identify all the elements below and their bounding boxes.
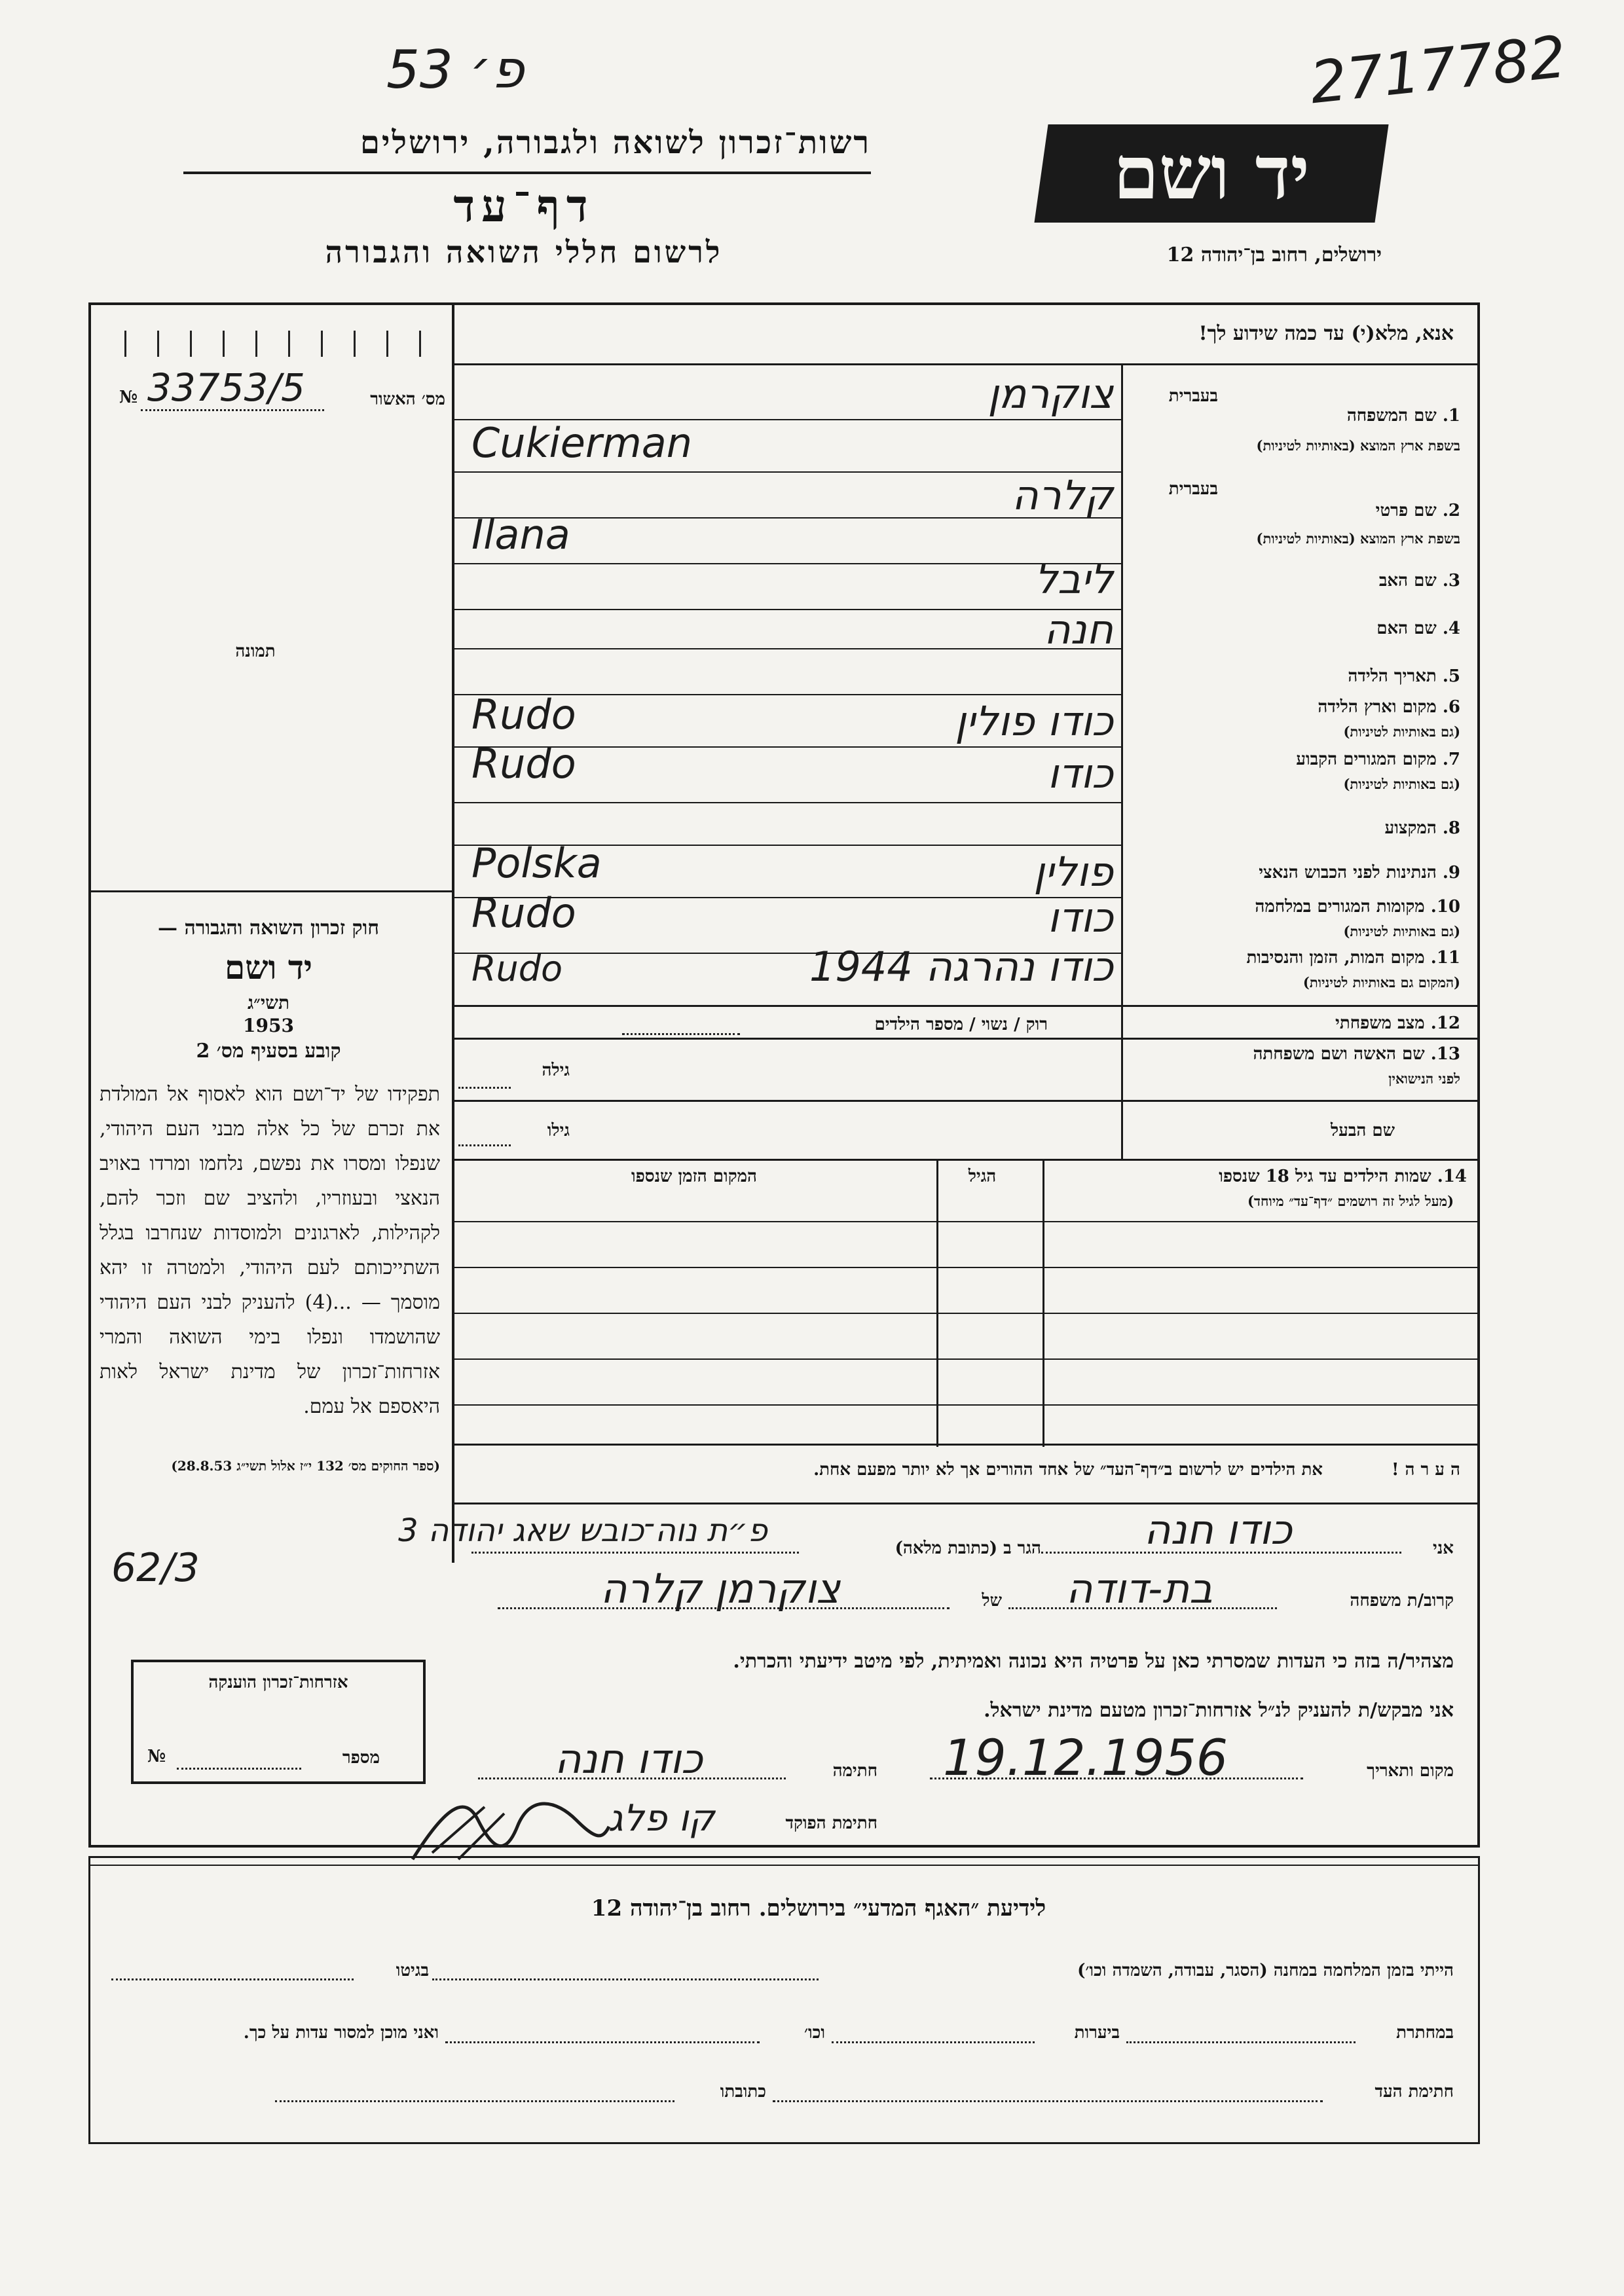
field-9-name: הנתינות לפני הכבוש הנאצי	[1259, 863, 1437, 883]
field-11-sub: (המקום גם באותיות לטיניות)	[1302, 974, 1460, 991]
field-11-number: 11.	[1430, 948, 1460, 968]
photo-label: תמונה	[235, 642, 276, 661]
field-7-name: מקום המגורים הקבוע	[1296, 750, 1437, 769]
field-13-number: 13.	[1430, 1044, 1460, 1064]
relation-value: בת-דודה	[1065, 1565, 1213, 1613]
field-1-value-latin: Cukierman	[471, 419, 693, 467]
field-7-number: 7.	[1442, 750, 1460, 769]
handwritten-record-number: 2717782	[1306, 22, 1570, 117]
field-7-label	[1133, 750, 1460, 769]
field-4-number: 4.	[1442, 619, 1460, 638]
field-4-value: חנה	[1044, 606, 1113, 653]
footer-underground-label: במחתרת	[1396, 2023, 1454, 2043]
relation-of-value: צוקרמן קלרה	[600, 1565, 841, 1613]
field-13-label	[1133, 1044, 1460, 1064]
children-age-header: הגיל	[968, 1167, 997, 1186]
field-9-number: 9.	[1442, 863, 1460, 883]
official-signature-value: קו פלג	[608, 1797, 715, 1840]
field-13-sub: לפני הנישואין	[1388, 1070, 1460, 1087]
law-year: 1953	[243, 1015, 294, 1036]
citizenship-box-number-label: מספר	[342, 1748, 380, 1768]
footer-witness-signature-label: חתימת העד	[1375, 2082, 1454, 2102]
field-2-sub: בשפת ארץ המוצא (באותיות לטיניות)	[1256, 530, 1460, 547]
field-2-label	[1133, 501, 1460, 520]
field-3-value: ליבל	[1034, 555, 1113, 603]
field-11-label	[1133, 948, 1460, 968]
children-title: שמות הילדים עד גיל 18 שנספו	[1219, 1167, 1431, 1186]
field-5-label	[1133, 666, 1460, 686]
field-2-number: 2.	[1442, 501, 1460, 520]
declaration-name-value: כודו חנה	[1144, 1506, 1292, 1554]
citizenship-box-title: אזרחות־זכרון הוענקה	[208, 1673, 348, 1692]
husband-age-label: גילו	[547, 1121, 570, 1140]
field-11-value-latin: Rudo	[471, 948, 563, 989]
field-4-name: שם האם	[1376, 619, 1437, 638]
field-1-sub: בשפת ארץ המוצא (באותיות לטיניות)	[1256, 437, 1460, 454]
field-6-value-hebrew: כודו פולין	[955, 697, 1113, 745]
children-sub: (מעל לגיל זה רושמים ״דף־עד״ מיוחד)	[1247, 1193, 1454, 1209]
place-date-label: מקום ותאריך	[1367, 1761, 1454, 1781]
field-6-number: 6.	[1442, 697, 1460, 717]
field-10-value-hebrew: כודו	[1047, 894, 1113, 941]
field-8-name: המקצוע	[1384, 818, 1437, 838]
field-1-value-hebrew: צוקרמן	[987, 370, 1113, 418]
field-10-value-latin: Rudo	[471, 889, 576, 937]
field-5-number: 5.	[1442, 666, 1460, 686]
law-clause: קובע בסעיף מס׳ 2	[196, 1040, 341, 1063]
field-2-value-latin: Ilana	[471, 511, 570, 558]
footer-forests-label: ביערות	[1074, 2023, 1120, 2043]
field-2-tag: בעברית	[1168, 479, 1218, 499]
law-body: תפקידו של יד־ושם הוא לאסוף אל המולדת את זכרם של כל אלה מבני העם היהודי, שנפלו ומסרו את נפשם, נלחמו ומרדו באויב הנאצי ובעוזריו, ולהציב שם וזכר להם, לקהילות, לארגונים ולמוסדות שנחרבו בגלל השתייכותם לעם היהודי, ולמטרה זו יהא מוסמך — ...(4) להעניק לבני העם היהודי שהושמדו ונפלו בימי השואה והמרי אזרחות־זכרון של מדינת ישראל לאות היאספם אל עמם.	[100, 1083, 440, 1418]
field-6-value-latin: Rudo	[471, 691, 576, 738]
field-10-sub: (גם באותיות לטיניות)	[1343, 923, 1460, 939]
field-10-name: מקומות המגורים במלחמה	[1255, 897, 1425, 917]
wife-age-label: גילה	[542, 1061, 570, 1080]
field-12-label	[1133, 1013, 1460, 1033]
field-14-number: 14.	[1437, 1167, 1467, 1186]
field-3-name: שם האב	[1378, 571, 1437, 591]
footer-address-label: כתובתו	[720, 2082, 766, 2102]
footer-title: לידיעת ״האגף המדעי״ בירושלים. רחוב בן־יהודה 12	[591, 1895, 1046, 1922]
place-date-value: 19.12.1956	[943, 1728, 1228, 1787]
margin-note: 62/3	[111, 1545, 200, 1591]
official-signature-label: חתימת הפוקד	[785, 1813, 877, 1833]
field-13-name: שם האשה ושם משפחתה	[1253, 1044, 1425, 1064]
field-2-name: שם פרטי	[1375, 501, 1437, 520]
declaration-residing: הגר ב (כתובת מלאה)	[895, 1539, 1041, 1558]
field-6-label	[1133, 697, 1460, 717]
field-9-value-hebrew: פולין	[1033, 848, 1113, 896]
field-8-label	[1133, 818, 1460, 838]
note-text: את הילדים יש לרשום ב״דף־העד״ של אחד ההורים אך לא יותר מפעם אחת.	[813, 1460, 1323, 1480]
field-1-label	[1133, 406, 1460, 426]
address: ירושלים, רחוב בן־יהודה 12	[1166, 244, 1382, 266]
yad-vashem-logo	[1034, 124, 1388, 223]
law-title: חוק זכרון השואה והגבורה —	[158, 917, 379, 939]
field-7-sub: (גם באותיות לטיניות)	[1343, 776, 1460, 792]
footer-camp-label: הייתי בזמן המלחמה במחנה (הסגר, עבודה, השמדה וכו׳)	[1077, 1961, 1454, 1980]
law-year-hebrew: תשי״ג	[247, 992, 290, 1013]
footer-etc-label: וכו׳	[803, 2023, 825, 2043]
field-7-value-latin: Rudo	[471, 740, 576, 788]
children-label	[1048, 1167, 1467, 1186]
field-5-name: תאריך הלידה	[1348, 666, 1437, 686]
field-6-sub: (גם באותיות לטיניות)	[1343, 723, 1460, 740]
form-title: דף־עד	[453, 180, 595, 232]
field-1-name: שם המשפחה	[1346, 406, 1437, 426]
field-9-value-latin: Polska	[471, 839, 602, 887]
intro-text: אנא, מלא(י) עד כמה שידוע לך!	[1198, 322, 1454, 345]
declaration-statement: מצהיר/ה בזה כי העדות שמסרתי כאן על פרטיה היא נכונה ואמיתית, לפי מיטב ידיעתי והכרתי.	[733, 1650, 1454, 1673]
field-11-name: מקום המות, הזמן והנסיבות	[1246, 948, 1425, 968]
citizenship-box-no-mark: №	[147, 1747, 166, 1766]
footer-ghetto-label: בגיטו	[396, 1961, 429, 1980]
approval-no-mark: №	[119, 388, 138, 407]
field-3-number: 3.	[1442, 571, 1460, 591]
field-3-label	[1133, 571, 1460, 591]
handwritten-page-mark: 53 פ׳	[386, 39, 525, 100]
field-12-number: 12.	[1430, 1013, 1460, 1033]
relation-of: של	[982, 1591, 1002, 1611]
law-name: יד ושם	[225, 948, 312, 987]
footer-testify-label: ואני מוכן למסור עדות על כך.	[243, 2023, 439, 2043]
declaration-ani: אני	[1433, 1539, 1454, 1558]
approval-label: מס׳ האשור	[370, 390, 445, 409]
relation-label: קרוב/ת משפחה	[1350, 1591, 1454, 1611]
field-10-number: 10.	[1430, 897, 1460, 917]
children-place-header: המקום הזמן שנספו	[631, 1167, 757, 1186]
law-reference: (ספר החוקים מס׳ 132 י״ז אלול תשי״ג 28.8.53)	[171, 1458, 440, 1474]
form-subtitle: לרשום חללי השואה והגבורה	[325, 234, 723, 270]
husband-label: שם הבעל	[1330, 1121, 1395, 1140]
field-2-value-hebrew: קלרה	[1012, 471, 1113, 519]
signature-label: חתימה	[832, 1761, 877, 1781]
declaration-address-value: פ״ת נוה־כובש שאג יהודה 3	[398, 1512, 767, 1549]
authority-title: רשות־זכרון לשואה ולגבורה, ירושלים	[360, 124, 871, 161]
logo-text: יד ושם	[1113, 130, 1310, 216]
family-status-options: רוק / נשוי / מספר הילדים	[874, 1015, 1048, 1034]
field-12-name: מצב משפחתי	[1335, 1013, 1425, 1033]
field-11-value-hebrew: כודו נהרגה 1944	[809, 943, 1113, 991]
field-9-label	[1133, 863, 1460, 883]
field-7-value-hebrew: כודו	[1047, 750, 1113, 797]
approval-number-value: 33753/5	[147, 365, 305, 410]
note-label: ה ע ר ה !	[1391, 1460, 1460, 1480]
field-4-label	[1133, 619, 1460, 638]
field-8-number: 8.	[1442, 818, 1460, 838]
field-6-name: מקום וארץ הלידה	[1318, 697, 1437, 717]
field-1-tag: בעברית	[1168, 386, 1218, 406]
signature-value: כודו חנה	[555, 1735, 703, 1783]
field-10-label	[1133, 897, 1460, 917]
field-1-number: 1.	[1442, 406, 1460, 426]
declaration-request: אני מבקש/ת להעניק לנ״ל אזרחות־זכרון מטעם מדינת ישראל.	[984, 1699, 1454, 1722]
